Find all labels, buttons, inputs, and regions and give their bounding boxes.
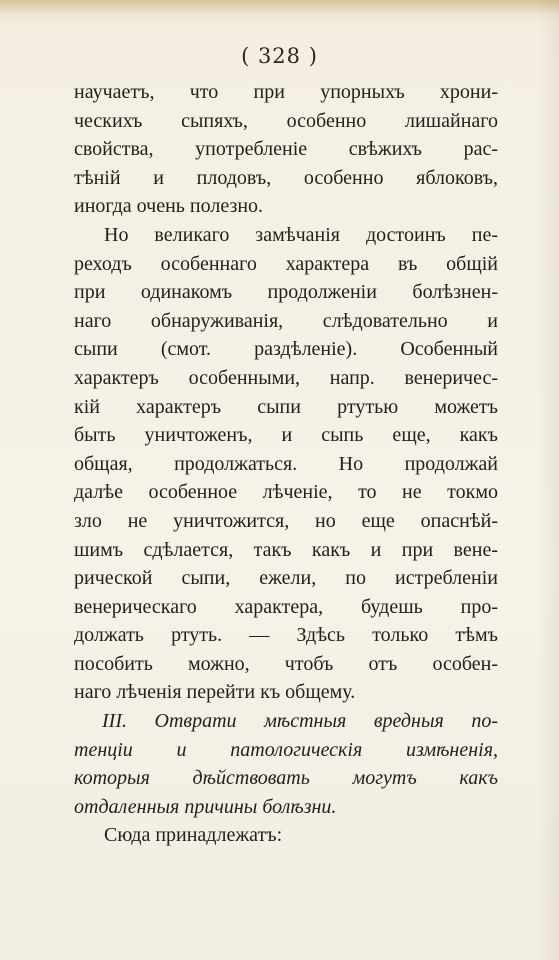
text-line: ческихъ сыпяхъ, особенно лишайнаго — [74, 109, 498, 132]
text-line: при одинакомъ продолженіи болѣзнен- — [74, 281, 498, 304]
text-line: реходъ особеннаго характера въ общій — [74, 252, 498, 275]
text-line: тенціи и патологическія измѣненія, — [74, 738, 498, 761]
text-line: зло не уничтожится, но еще опаснѣй- — [74, 509, 498, 532]
text-line: научаетъ, что при упорныхъ хрони- — [74, 81, 498, 103]
text-line: наго лѣченія перейти къ общему. — [74, 681, 356, 704]
text-line: далѣе особенное лѣченіе, то не токмо — [74, 481, 498, 504]
page-number: ( 328 ) — [241, 44, 318, 68]
text-line: шимъ сдѣлается, такъ какъ и при вене- — [74, 538, 498, 561]
text-line: III. Отврати мѣстныя вредныя по- — [102, 710, 498, 733]
text-line: Но великаго замѣчанія достоинъ пе- — [104, 223, 498, 246]
text-line: которыя дѣйствовать могутъ какъ — [74, 767, 498, 790]
text-line: отдаленныя причины болѣзни. — [74, 795, 337, 818]
text-line: рической сыпи, ежели, по истребленіи — [74, 567, 498, 590]
text-line: сыпи (смот. раздѣленіе). Особенный — [74, 338, 498, 361]
text-line: должать ртуть. — Здѣсь только тѣмъ — [74, 624, 498, 647]
text-line: общая, продолжаться. Но продолжай — [74, 452, 498, 475]
text-line: тѣній и плодовъ, особенно яблоковъ, — [74, 166, 498, 189]
text-line: пособить можно, чтобъ отъ особен- — [74, 652, 498, 675]
text-line: наго обнаруживанія, слѣдовательно и — [74, 309, 498, 332]
text-line: характеръ особенными, напр. венеричес- — [74, 366, 498, 389]
text-line: иногда очень полезно. — [74, 195, 264, 218]
text-line: свойства, употребленіе свѣжихъ рас- — [74, 138, 498, 161]
text-line: быть уничтоженъ, и сыпь еще, какъ — [74, 424, 498, 447]
text-line: Сюда принадлежатъ: — [104, 824, 283, 847]
text-line: венерическаго характера, будешь про- — [74, 595, 498, 618]
body-text — [74, 78, 498, 850]
text-line: кій характеръ сыпи ртутью можетъ — [74, 395, 498, 418]
